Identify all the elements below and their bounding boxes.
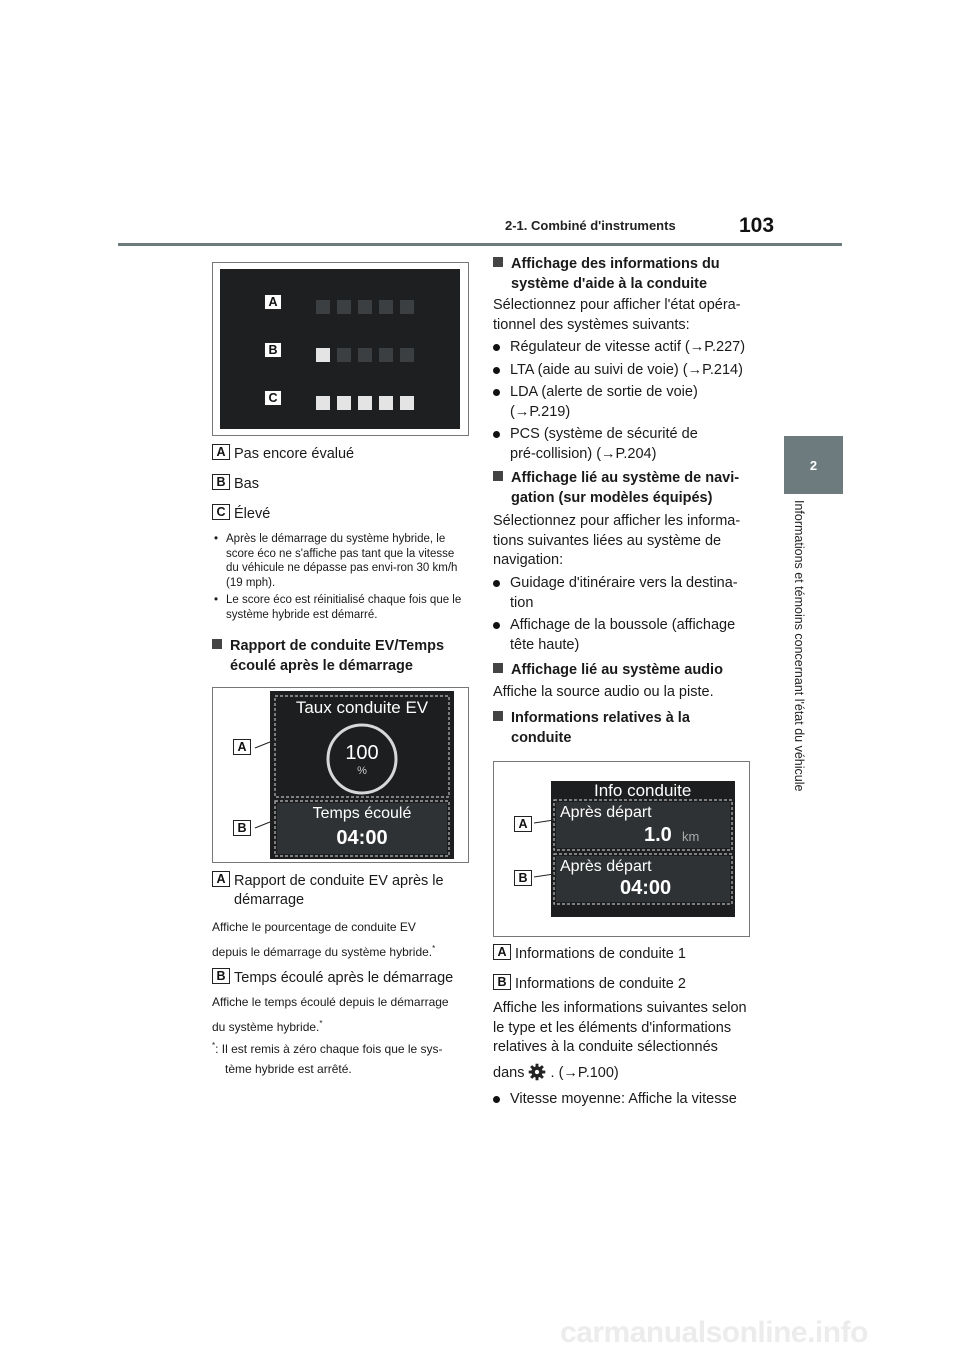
- ev-percent-unit: %: [357, 765, 367, 777]
- heading-navigation: Affichage lié au système de navi- gation (sur modèles équipés): [493, 468, 739, 508]
- ev-legend-a: [212, 870, 444, 892]
- heading-driving-info: Informations relatives à la conduite: [493, 708, 690, 748]
- legend-text: Informations de conduite 2: [515, 976, 686, 992]
- eco-bar-square: [316, 396, 330, 410]
- eco-bar-square: [358, 396, 372, 410]
- eco-bar-square: [358, 348, 372, 362]
- info-row1-value: 1.0: [644, 824, 672, 846]
- legend-text: Informations de conduite 1: [515, 946, 686, 962]
- info-fig-label-b: B: [514, 870, 532, 886]
- watermark: carmanualsonline.info: [560, 1316, 868, 1349]
- ev-title: Taux conduite EV: [295, 698, 429, 717]
- badge-a: A: [493, 944, 511, 960]
- info-row1-title: Après départ: [560, 804, 652, 821]
- ev-ratio-figure: [212, 687, 469, 863]
- elapsed-value: 04:00: [336, 827, 388, 849]
- info-row2-title: Après départ: [560, 858, 652, 875]
- badge-a: A: [212, 444, 230, 460]
- legend-text: Élevé: [234, 506, 271, 522]
- bullet-compass: Affichage de la boussole (affichage tête haute): [493, 615, 735, 655]
- eco-bar-square: [316, 348, 330, 362]
- header-rule: [118, 243, 842, 246]
- info-fig-label-a: A: [514, 816, 532, 832]
- eco-notes: [214, 532, 464, 622]
- eco-bar-square: [400, 300, 414, 314]
- eco-bar-square: [400, 396, 414, 410]
- eco-bar-square: [379, 348, 393, 362]
- badge-a: A: [212, 871, 230, 887]
- bullet-avg-speed: Vitesse moyenne: Affiche la vitesse: [493, 1089, 737, 1109]
- driving-info-figure: [493, 761, 750, 937]
- bullet-lta: LTA (aide au suivi de voie) (→P.214): [493, 360, 743, 380]
- eco-label-c: C: [264, 390, 282, 406]
- eco-bar-square: [379, 396, 393, 410]
- badge-b: B: [493, 974, 511, 990]
- ev-a-desc: Affiche le pourcentage de conduite EV depuis le démarrage du système hybride.*: [212, 920, 436, 959]
- info-title: Info conduite: [594, 781, 692, 800]
- badge-b: B: [212, 474, 230, 490]
- info-row1-unit: km: [682, 829, 700, 844]
- bullet-acc: Régulateur de vitesse actif (→P.227): [493, 337, 745, 357]
- eco-bar-square: [337, 396, 351, 410]
- info-legend-a: [493, 943, 686, 965]
- heading-audio: Affichage lié au système audio: [493, 660, 723, 680]
- ev-fig-label-a: A: [233, 739, 251, 755]
- eco-legend-a: [212, 443, 354, 465]
- page-number: 103: [739, 214, 775, 237]
- para-audio: Affiche la source audio ou la piste.: [493, 684, 714, 700]
- ev-b-desc: Affiche le temps écoulé depuis le démarrage du système hybride.*: [212, 995, 449, 1034]
- bullet-pcs: PCS (système de sécurité de pré-collision) (→P.204): [493, 424, 698, 464]
- eco-label-a: A: [264, 294, 282, 310]
- eco-bar-square: [400, 348, 414, 362]
- ev-legend-a-cont: démarrage: [234, 892, 305, 908]
- info-row2-value: 04:00: [620, 877, 672, 899]
- info-legend-b: [493, 973, 686, 995]
- legend-text: Rapport de conduite EV après le: [234, 873, 444, 889]
- ev-percent: 100: [345, 742, 379, 764]
- eco-note-1: • Après le démarrage du système hybride, le score éco ne s'affiche pas tant que la vitesse du véhicule ne dépasse pas envi-ron 30 km/h (19 mph).: [214, 533, 458, 589]
- badge-b: B: [212, 968, 230, 984]
- chapter-title-vertical: [786, 500, 812, 840]
- legend-text: Bas: [234, 476, 259, 492]
- legend-text: Pas encore évalué: [234, 446, 355, 462]
- heading-driver-assist: Affichage des informations du système d'aide à la conduite: [493, 254, 720, 294]
- eco-bar-square: [379, 300, 393, 314]
- ev-fig-label-b: B: [233, 820, 251, 836]
- elapsed-title: Temps écoulé: [312, 805, 412, 822]
- eco-bar-square: [337, 300, 351, 314]
- chapter-title-text: Informations et témoins concernant l'état du véhicule: [792, 500, 806, 792]
- eco-score-figure: [212, 262, 469, 436]
- footnote: *: Il est remis à zéro chaque fois que le sys- tème hybride est arrêté.: [212, 1041, 443, 1076]
- eco-bar-square: [337, 348, 351, 362]
- chapter-tab: 2: [784, 436, 843, 494]
- eco-legend-c: [212, 503, 270, 525]
- bullet-route: Guidage d'itinéraire vers la destina- tion: [493, 573, 738, 613]
- eco-legend-b: [212, 473, 259, 495]
- legend-text: Temps écoulé après le démarrage: [234, 970, 454, 986]
- para-driver-assist: Sélectionnez pour afficher l'état opéra- tionnel des systèmes suivants:: [493, 297, 741, 333]
- ev-legend-b: [212, 967, 453, 989]
- eco-score-display: [220, 269, 460, 429]
- eco-bar-square: [358, 300, 372, 314]
- para-navigation: Sélectionnez pour afficher les informa- tions suivantes liées au système de navigation:: [493, 513, 741, 568]
- section-title: 2-1. Combiné d'instruments: [505, 218, 676, 233]
- para-driving-info: Affiche les informations suivantes selon le type et les éléments d'informations relatives à la conduite sélectionnés dans . (→P.100): [493, 1000, 747, 1081]
- bullet-lda: LDA (alerte de sortie de voie) (→P.219): [493, 382, 698, 422]
- eco-label-b: B: [264, 342, 282, 358]
- eco-note-2: • Le score éco est réinitialisé chaque fois que le système hybride est démarré.: [214, 594, 462, 621]
- badge-c: C: [212, 504, 230, 520]
- eco-bar-square: [316, 300, 330, 314]
- ev-heading: Rapport de conduite EV/Temps écoulé après le démarrage: [212, 636, 444, 676]
- gear-icon: [528, 1063, 546, 1081]
